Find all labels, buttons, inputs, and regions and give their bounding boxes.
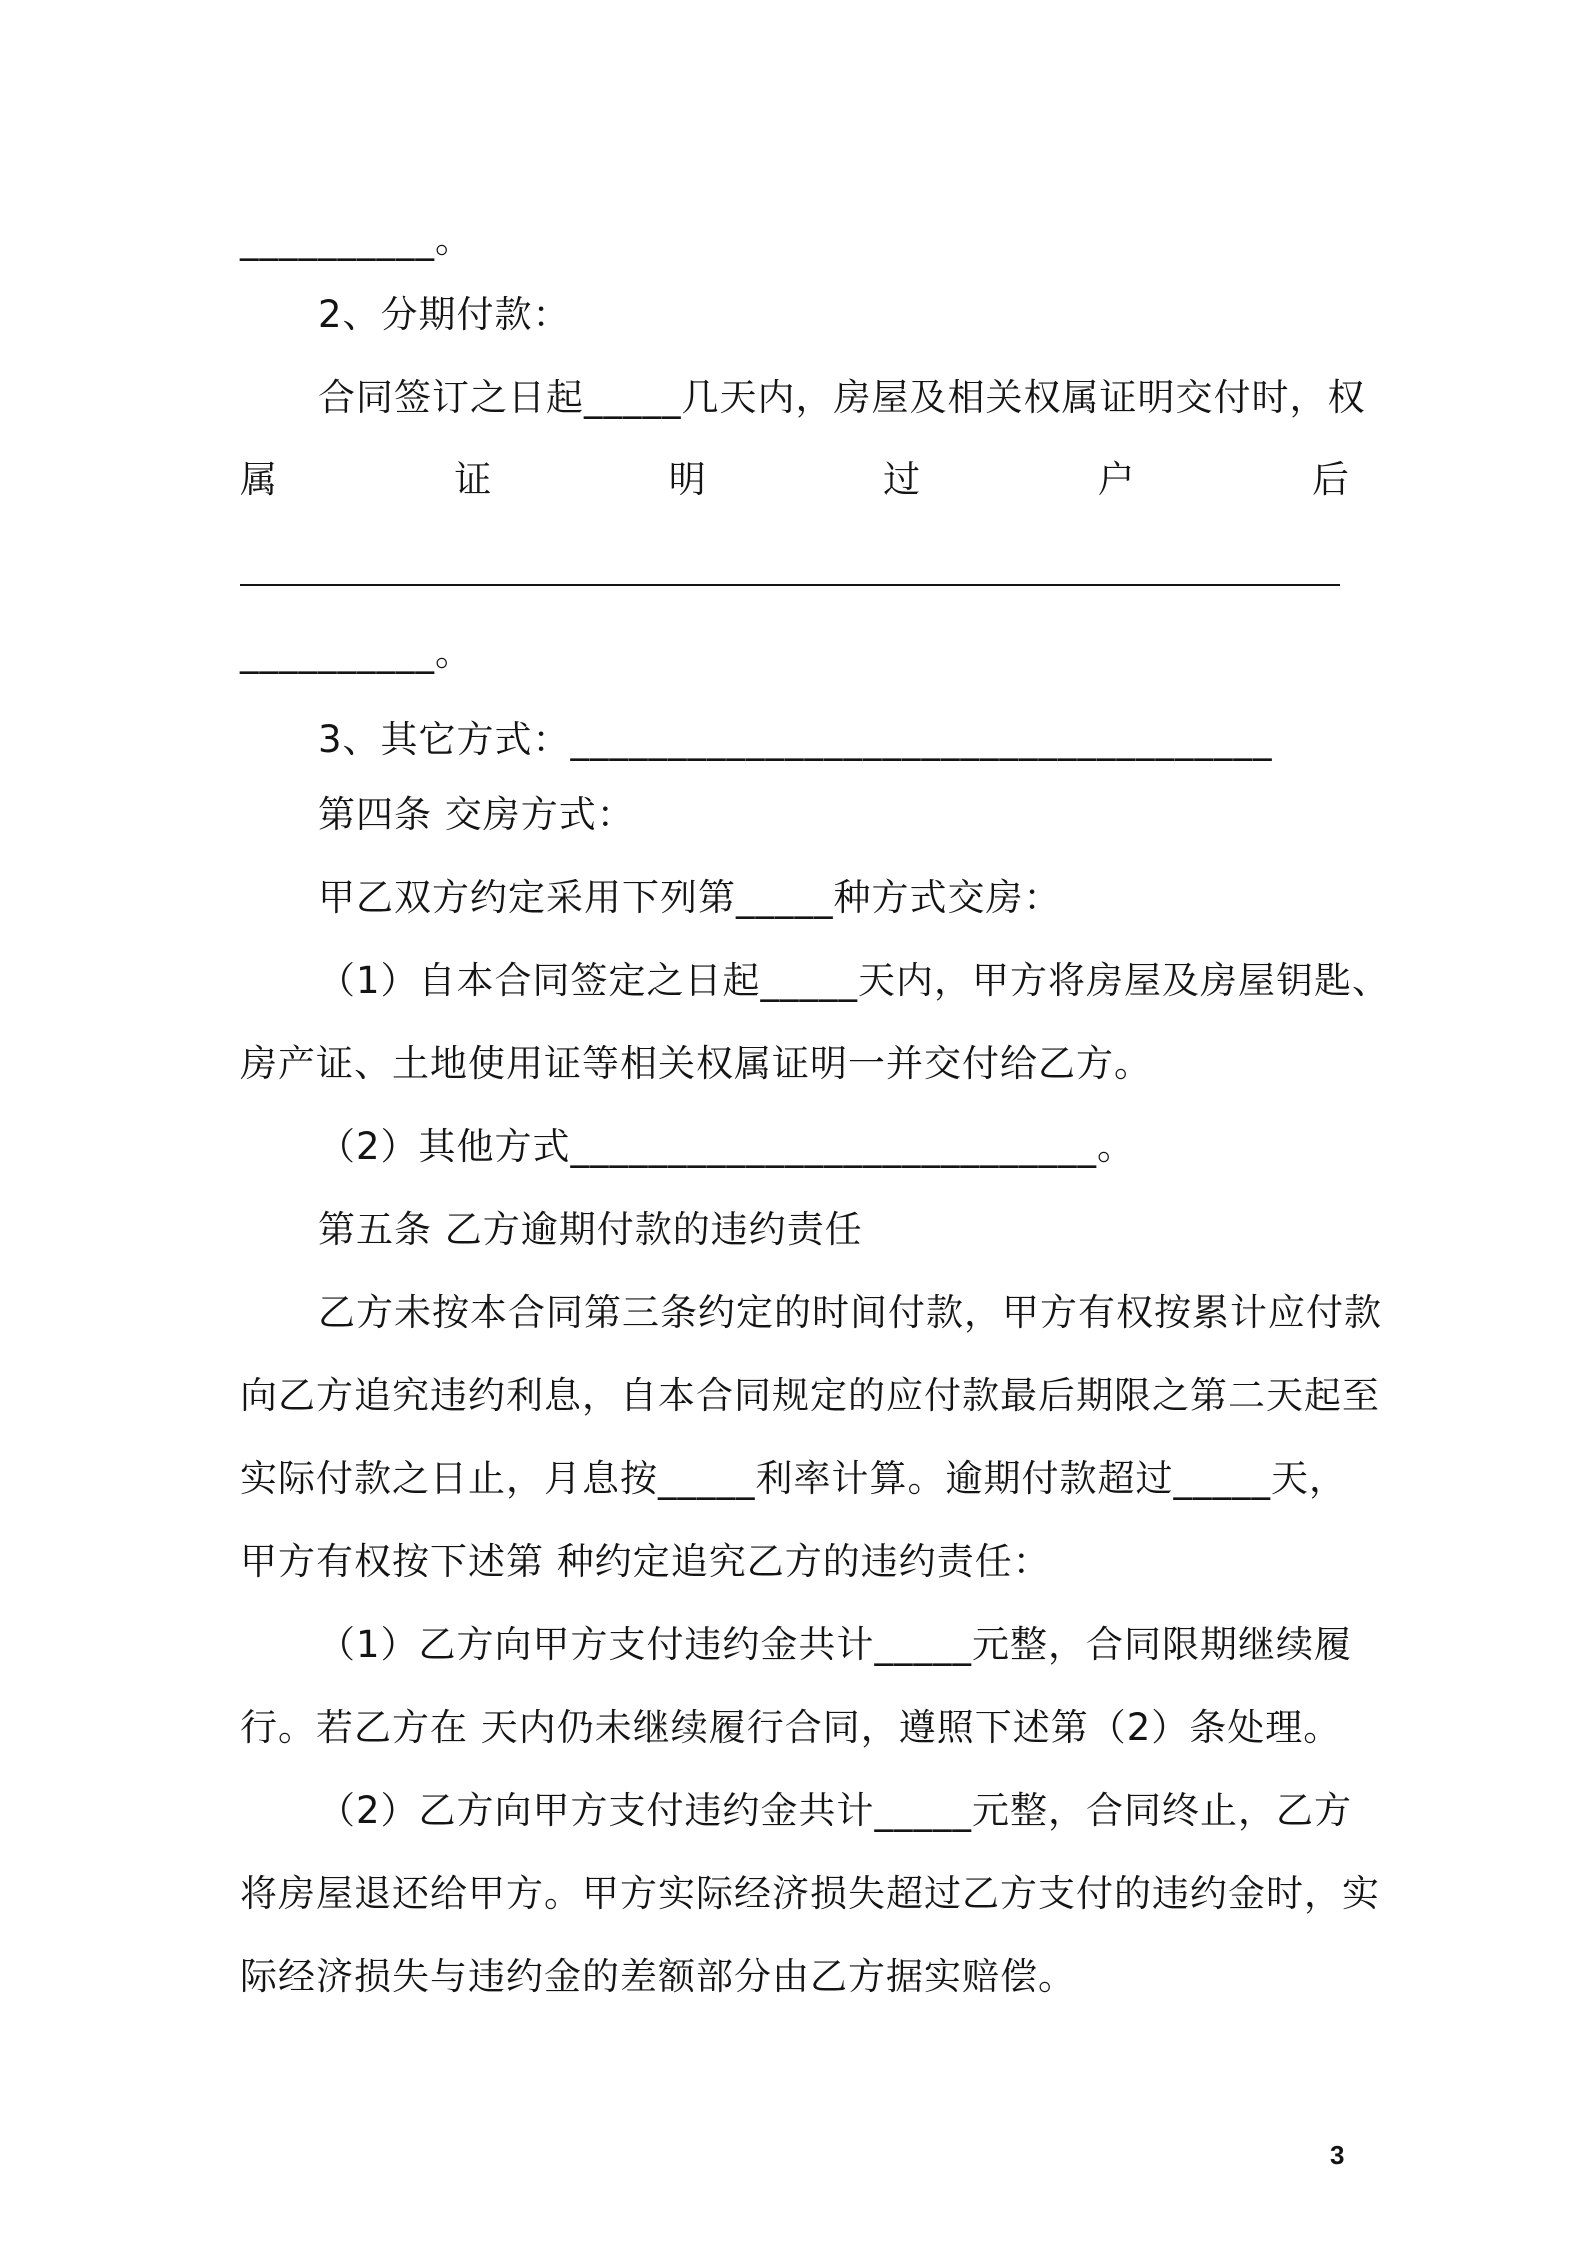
page-number: 3 — [1330, 2140, 1345, 2170]
text-line-18: （2）乙方向甲方支付违约金共计_____元整，合同终止，乙方 — [318, 1789, 1353, 1832]
text-line-4: __________。 — [240, 631, 473, 674]
spread-char-4: 过 — [883, 458, 922, 501]
text-line-5: 3、其它方式：____________________________________ — [318, 718, 1273, 761]
spread-char-3: 明 — [668, 458, 707, 501]
text-line-8: （1）自本合同签定之日起_____天内，甲方将房屋及房屋钥匙、 — [318, 959, 1391, 1002]
text-line-12: 乙方未按本合同第三条约定的时间付款，甲方有权按累计应付款 — [318, 1291, 1382, 1334]
text-line-7: 甲乙双方约定采用下列第_____种方式交房： — [318, 876, 1062, 919]
spread-text-line — [240, 455, 1350, 505]
text-line-14: 实际付款之日止，月息按_____利率计算。逾期付款超过_____天， — [240, 1457, 1347, 1500]
text-line-3: 合同签订之日起_____几天内，房屋及相关权属证明交付时，权 — [318, 376, 1366, 419]
text-line-1: __________。 — [240, 218, 473, 261]
spread-char-1: 属 — [240, 458, 278, 501]
text-line-16: （1）乙方向甲方支付违约金共计_____元整，合同限期继续履 — [318, 1623, 1353, 1666]
text-line-20: 际经济损失与违约金的差额部分由乙方据实赔偿。 — [240, 1955, 1076, 1998]
spread-char-5: 户 — [1097, 458, 1136, 501]
text-line-9: 房产证、土地使用证等相关权属证明一并交付给乙方。 — [240, 1042, 1152, 1085]
blank-line-rule — [240, 584, 1340, 586]
text-line-2: 2、分期付款： — [318, 293, 571, 336]
section-heading-4: 第四条 交房方式： — [318, 793, 635, 836]
text-line-10: （2）其他方式___________________________。 — [318, 1125, 1136, 1168]
spread-char-2: 证 — [454, 458, 493, 501]
text-line-15: 甲方有权按下述第 种约定追究乙方的违约责任： — [240, 1540, 1051, 1583]
text-line-13: 向乙方追究违约利息，自本合同规定的应付款最后期限之第二天起至 — [240, 1374, 1380, 1417]
spread-char-6: 后 — [1311, 458, 1350, 501]
text-line-17: 行。若乙方在 天内仍未继续履行合同，遵照下述第（2）条处理。 — [240, 1706, 1342, 1749]
section-heading-5: 第五条 乙方逾期付款的违约责任 — [318, 1208, 863, 1251]
text-line-19: 将房屋退还给甲方。甲方实际经济损失超过乙方支付的违约金时，实 — [240, 1872, 1380, 1915]
